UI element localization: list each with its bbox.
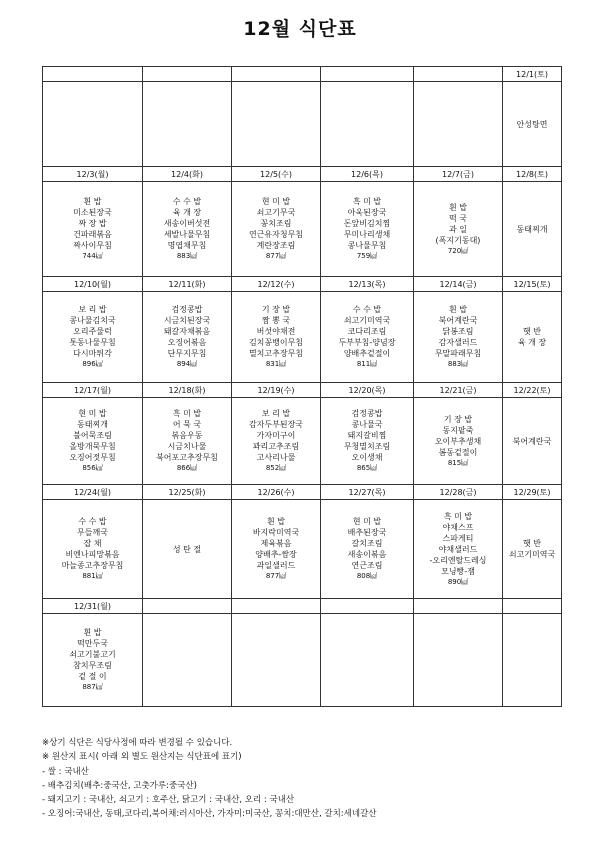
menu-item: 무말파래무침 xyxy=(434,349,482,358)
date-cell: 12/18(화) xyxy=(143,383,232,398)
menu-item: 바지락미역국 xyxy=(252,528,300,537)
date-cell: 12/6(목) xyxy=(321,167,414,182)
menu-row xyxy=(43,82,562,167)
menu-item: 짜 장 밥 xyxy=(78,219,107,228)
menu-item: 햇 반 xyxy=(523,327,541,336)
menu-item: 짬 뽕 국 xyxy=(261,316,291,325)
date-cell xyxy=(143,67,232,82)
calorie-value: 865㎉ xyxy=(356,464,378,472)
menu-item: 감자샐러드 xyxy=(438,338,478,347)
menu-item: 흑 미 밥 xyxy=(172,409,202,418)
menu-item: 현 미 밥 xyxy=(261,197,291,206)
menu-cell xyxy=(43,614,143,707)
menu-cell xyxy=(414,614,503,707)
date-cell xyxy=(232,599,321,614)
calorie-value: 881㎉ xyxy=(82,572,103,580)
menu-item: 어 묵 국 xyxy=(172,420,202,429)
date-cell xyxy=(43,67,143,82)
menu-item: 연근유자청무침 xyxy=(248,230,304,239)
menu-item: 수 수 밥 xyxy=(78,517,107,526)
date-cell: 12/26(수) xyxy=(232,485,321,500)
date-row xyxy=(43,485,562,500)
menu-cell xyxy=(143,614,232,707)
menu-item: 미소된장국 xyxy=(73,208,112,217)
menu-item: 흰 밥 xyxy=(83,197,102,206)
menu-item: 오징어젓무침 xyxy=(69,453,116,462)
date-cell: 12/25(화) xyxy=(143,485,232,500)
menu-item: 떡만두국 xyxy=(77,639,108,648)
menu-item: 흑 미 밥 xyxy=(443,511,473,521)
menu-cell xyxy=(414,398,503,485)
menu-item: 양배추겉절이 xyxy=(343,349,391,358)
menu-cell xyxy=(321,182,414,277)
menu-item: 햇 반 xyxy=(523,539,541,548)
date-cell: 12/28(금) xyxy=(414,485,503,500)
menu-cell xyxy=(143,182,232,277)
menu-item: 아욱된장국 xyxy=(347,208,387,217)
date-cell: 12/12(수) xyxy=(232,277,321,292)
menu-item: 꽁치조림 xyxy=(260,219,292,228)
menu-item: 무들깨국 xyxy=(77,528,108,537)
menu-item: 감자두부된장국 xyxy=(248,420,304,429)
menu-item: 동지팥죽 xyxy=(442,425,474,435)
date-cell: 12/31(월) xyxy=(43,599,143,614)
menu-cell xyxy=(43,398,143,485)
menu-cell xyxy=(321,82,414,167)
menu-item: 북어포고추장무침 xyxy=(156,453,218,462)
date-cell: 12/27(목) xyxy=(321,485,414,500)
calorie-value: 852㎉ xyxy=(265,464,287,472)
date-cell: 12/7(금) xyxy=(414,167,503,182)
date-cell: 12/11(화) xyxy=(143,277,232,292)
date-cell: 12/17(월) xyxy=(43,383,143,398)
menu-cell xyxy=(43,182,143,277)
date-cell: 12/22(토) xyxy=(503,383,562,398)
menu-item: 수 수 밥 xyxy=(172,197,202,206)
date-cell: 12/14(금) xyxy=(414,277,503,292)
menu-item: 가자미구이 xyxy=(256,431,296,440)
menu-item: 오징어볶음 xyxy=(167,338,207,347)
date-cell xyxy=(321,67,414,82)
date-cell: 12/15(토) xyxy=(503,277,562,292)
menu-item: 세발나물무침 xyxy=(163,230,211,239)
date-cell xyxy=(414,67,503,82)
date-row xyxy=(43,67,562,82)
menu-item: 양배추-쌈장 xyxy=(255,550,297,559)
menu-item: 무미나리생채 xyxy=(343,230,391,239)
menu-item: 동태찌개 xyxy=(77,420,108,429)
menu-item: 오이부추생채 xyxy=(434,436,482,446)
menu-cell xyxy=(414,82,503,167)
menu-cell xyxy=(503,292,562,383)
menu-item: 흰 밥 xyxy=(267,517,285,526)
calorie-value: 887㎉ xyxy=(82,683,103,691)
date-cell: 12/29(토) xyxy=(503,485,562,500)
menu-item: 떡 국 xyxy=(449,213,467,223)
menu-cell xyxy=(232,614,321,707)
calorie-value: 890㎉ xyxy=(447,577,469,586)
menu-item: 기 장 밥 xyxy=(261,305,291,314)
menu-item: 돼갈자채볶음 xyxy=(163,327,211,336)
menu-cell xyxy=(143,292,232,383)
menu-item: 돼지갈비찜 xyxy=(347,431,387,440)
menu-item: 콩나물무침 xyxy=(347,241,387,250)
menu-cell xyxy=(503,82,562,167)
menu-item: 콩나물김치국 xyxy=(69,316,116,325)
date-cell: 12/4(화) xyxy=(143,167,232,182)
menu-item: 육 개 장 xyxy=(172,208,202,217)
date-cell: 12/5(수) xyxy=(232,167,321,182)
menu-item: 두부부침-양념장 xyxy=(338,338,396,347)
menu-item: 성 탄 절 xyxy=(172,544,202,554)
calorie-value: 877㎉ xyxy=(265,252,287,260)
menu-row xyxy=(43,182,562,277)
menu-row xyxy=(43,614,562,707)
menu-item: 비엔나피망볶음 xyxy=(65,550,120,559)
menu-cell xyxy=(43,292,143,383)
note-line: - 쌀 : 국내산 xyxy=(42,766,89,777)
menu-cell xyxy=(143,82,232,167)
date-cell: 12/1(토) xyxy=(503,67,562,82)
menu-item: 북어계란국 xyxy=(438,316,478,325)
menu-item: 닭봉조림 xyxy=(442,327,474,336)
menu-cell xyxy=(321,292,414,383)
menu-item: 코다리조림 xyxy=(347,327,387,336)
menu-item: 과일샐러드 xyxy=(256,561,296,570)
menu-item: 짜사이무침 xyxy=(73,241,112,250)
menu-item: 새송이볶음 xyxy=(347,550,387,559)
menu-item: 톳동나물무침 xyxy=(69,338,116,347)
menu-item: 오리주물럭 xyxy=(73,327,112,336)
menu-item: 돈앞비김치찜 xyxy=(343,219,391,228)
date-cell xyxy=(232,67,321,82)
menu-cell xyxy=(232,82,321,167)
menu-item: 참치무조림 xyxy=(73,661,112,670)
menu-row xyxy=(43,398,562,485)
note-line: - 오징어:국내산, 동태,코다리,북어채:러시아산, 가자미:미국산, 꽁치:대만산, 갈치:세네갈산 xyxy=(42,809,377,820)
calorie-value: 866㎉ xyxy=(176,464,198,472)
menu-item: 모닝빵-잼 xyxy=(441,566,475,576)
menu-cell xyxy=(503,182,562,277)
menu-item: 현 미 밥 xyxy=(78,409,107,418)
menu-item: -오리엔탈드레싱 xyxy=(429,555,487,565)
menu-item: 다시마튀각 xyxy=(73,349,112,358)
menu-item: 쇠고기미역국 xyxy=(508,550,556,559)
date-cell: 12/20(목) xyxy=(321,383,414,398)
menu-item: 건파래볶음 xyxy=(73,230,112,239)
menu-item: 봄동겉절이 xyxy=(438,447,478,457)
menu-cell xyxy=(143,398,232,485)
menu-cell xyxy=(321,500,414,599)
menu-item: 마늘종고추장무침 xyxy=(61,561,124,570)
menu-item: 콩나물국 xyxy=(351,420,383,429)
menu-item: 김치꽁뱅이무침 xyxy=(248,338,304,347)
date-cell: 12/13(목) xyxy=(321,277,414,292)
menu-item: 제육볶음 xyxy=(260,539,292,548)
menu-item: 야채스프 xyxy=(442,522,474,532)
menu-cell xyxy=(143,500,232,599)
date-cell xyxy=(414,599,503,614)
menu-item: 버섯야채전 xyxy=(256,327,296,336)
date-cell: 12/19(수) xyxy=(232,383,321,398)
menu-cell xyxy=(321,614,414,707)
date-cell: 12/10(월) xyxy=(43,277,143,292)
menu-item: 새송이버섯전 xyxy=(163,219,211,228)
menu-item: 흰 밥 xyxy=(83,628,102,637)
menu-item: 잡 채 xyxy=(83,539,102,548)
menu-cell xyxy=(414,500,503,599)
calorie-value: 883㎉ xyxy=(447,360,469,368)
menu-item: 배추된장국 xyxy=(347,528,387,537)
calorie-value: 811㎉ xyxy=(356,360,378,368)
menu-cell xyxy=(232,292,321,383)
date-row xyxy=(43,277,562,292)
menu-row xyxy=(43,500,562,599)
note-line: ※ 원산지 표시( 아래 외 별도 원산지는 식단표에 표기) xyxy=(42,752,242,763)
menu-cell xyxy=(232,398,321,485)
calorie-value: 896㎉ xyxy=(82,360,103,368)
menu-item: 고사리나물 xyxy=(256,453,296,462)
menu-item: 동태찌개 xyxy=(516,224,548,234)
menu-item: 과 일 xyxy=(449,224,467,234)
calorie-value: 720㎉ xyxy=(447,246,469,255)
menu-cell xyxy=(321,398,414,485)
menu-item: 스파게티 xyxy=(442,533,474,543)
menu-item: 현 미 밥 xyxy=(352,517,382,526)
menu-item: 보 리 밥 xyxy=(261,409,291,418)
calorie-value: 856㎉ xyxy=(82,464,103,472)
menu-item: 수 수 밥 xyxy=(352,305,382,314)
date-row xyxy=(43,383,562,398)
menu-item: 쇠고기불고기 xyxy=(69,650,116,659)
menu-cell xyxy=(232,500,321,599)
calorie-value: 815㎉ xyxy=(447,458,469,467)
calorie-value: 877㎉ xyxy=(265,572,287,580)
menu-cell xyxy=(503,614,562,707)
menu-item: 북어계란국 xyxy=(512,436,552,446)
menu-item: 흰 밥 xyxy=(449,202,467,212)
date-cell: 12/24(월) xyxy=(43,485,143,500)
menu-item: 무청멸치조림 xyxy=(343,442,391,451)
note-line: - 배추김치(배추:중국산, 고춧가루:중국산) xyxy=(42,780,197,791)
menu-item: 시금치나물 xyxy=(167,442,207,451)
menu-item: 겉 절 이 xyxy=(78,672,107,681)
menu-item: 연근조림 xyxy=(351,561,383,570)
date-cell: 12/8(토) xyxy=(503,167,562,182)
menu-item: 오이생채 xyxy=(351,453,383,462)
menu-item: 보 리 밥 xyxy=(78,305,107,314)
notes-section xyxy=(42,736,572,822)
menu-item: 시금치된장국 xyxy=(163,316,211,325)
menu-item: 꽈리고추조림 xyxy=(252,442,300,451)
menu-table xyxy=(42,66,562,707)
date-cell xyxy=(321,599,414,614)
menu-item: (폭지기동대) xyxy=(435,235,481,245)
menu-cell xyxy=(414,292,503,383)
menu-item: 검정콩밥 xyxy=(351,409,383,418)
calorie-value: 883㎉ xyxy=(176,252,198,260)
menu-item: 계란장조림 xyxy=(256,241,296,250)
menu-item: 갈치조림 xyxy=(351,539,383,548)
menu-cell xyxy=(414,182,503,277)
note-line: - 돼지고기 : 국내산, 쇠고기 : 호주산, 닭고기 : 국내산, 오리 : 국내산 xyxy=(42,795,295,806)
menu-item: 야채샐러드 xyxy=(438,544,478,554)
menu-item: 육 개 장 xyxy=(517,338,547,347)
menu-cell xyxy=(232,182,321,277)
menu-item: 안성탕면 xyxy=(516,119,548,129)
note-line: ※상기 식단은 식당사정에 따라 변경될 수 있습니다. xyxy=(42,738,233,748)
menu-cell xyxy=(43,500,143,599)
date-cell: 12/21(금) xyxy=(414,383,503,398)
calorie-value: 744㎉ xyxy=(82,252,103,260)
date-row xyxy=(43,167,562,182)
date-row xyxy=(43,599,562,614)
menu-item: 단무지무침 xyxy=(167,349,207,358)
calorie-value: 808㎉ xyxy=(356,572,378,580)
date-cell xyxy=(143,599,232,614)
menu-item: 검정콩밥 xyxy=(171,305,203,314)
date-cell: 12/3(월) xyxy=(43,167,143,182)
menu-item: 흰 밥 xyxy=(449,305,467,314)
menu-cell xyxy=(503,500,562,599)
menu-cell xyxy=(43,82,143,167)
calorie-value: 759㎉ xyxy=(356,252,378,260)
page-title: 12월 식단표 xyxy=(243,18,357,40)
menu-cell xyxy=(503,398,562,485)
calorie-value: 831㎉ xyxy=(265,360,287,368)
menu-item: 흑 미 밥 xyxy=(352,197,382,206)
menu-item: 볶음우동 xyxy=(171,431,203,440)
menu-item: 쇠고기무국 xyxy=(256,208,296,217)
menu-item: 멸치고추장무침 xyxy=(248,349,304,358)
menu-item: 쇠고기미역국 xyxy=(343,316,391,325)
calorie-value: 894㎉ xyxy=(176,360,198,368)
menu-item: 불어묵조림 xyxy=(73,431,112,440)
menu-item: 기 장 밥 xyxy=(443,414,473,424)
menu-row xyxy=(43,292,562,383)
date-cell xyxy=(503,599,562,614)
menu-item: 올방개묵무침 xyxy=(69,442,116,451)
menu-item: 명엽채무침 xyxy=(167,241,207,250)
